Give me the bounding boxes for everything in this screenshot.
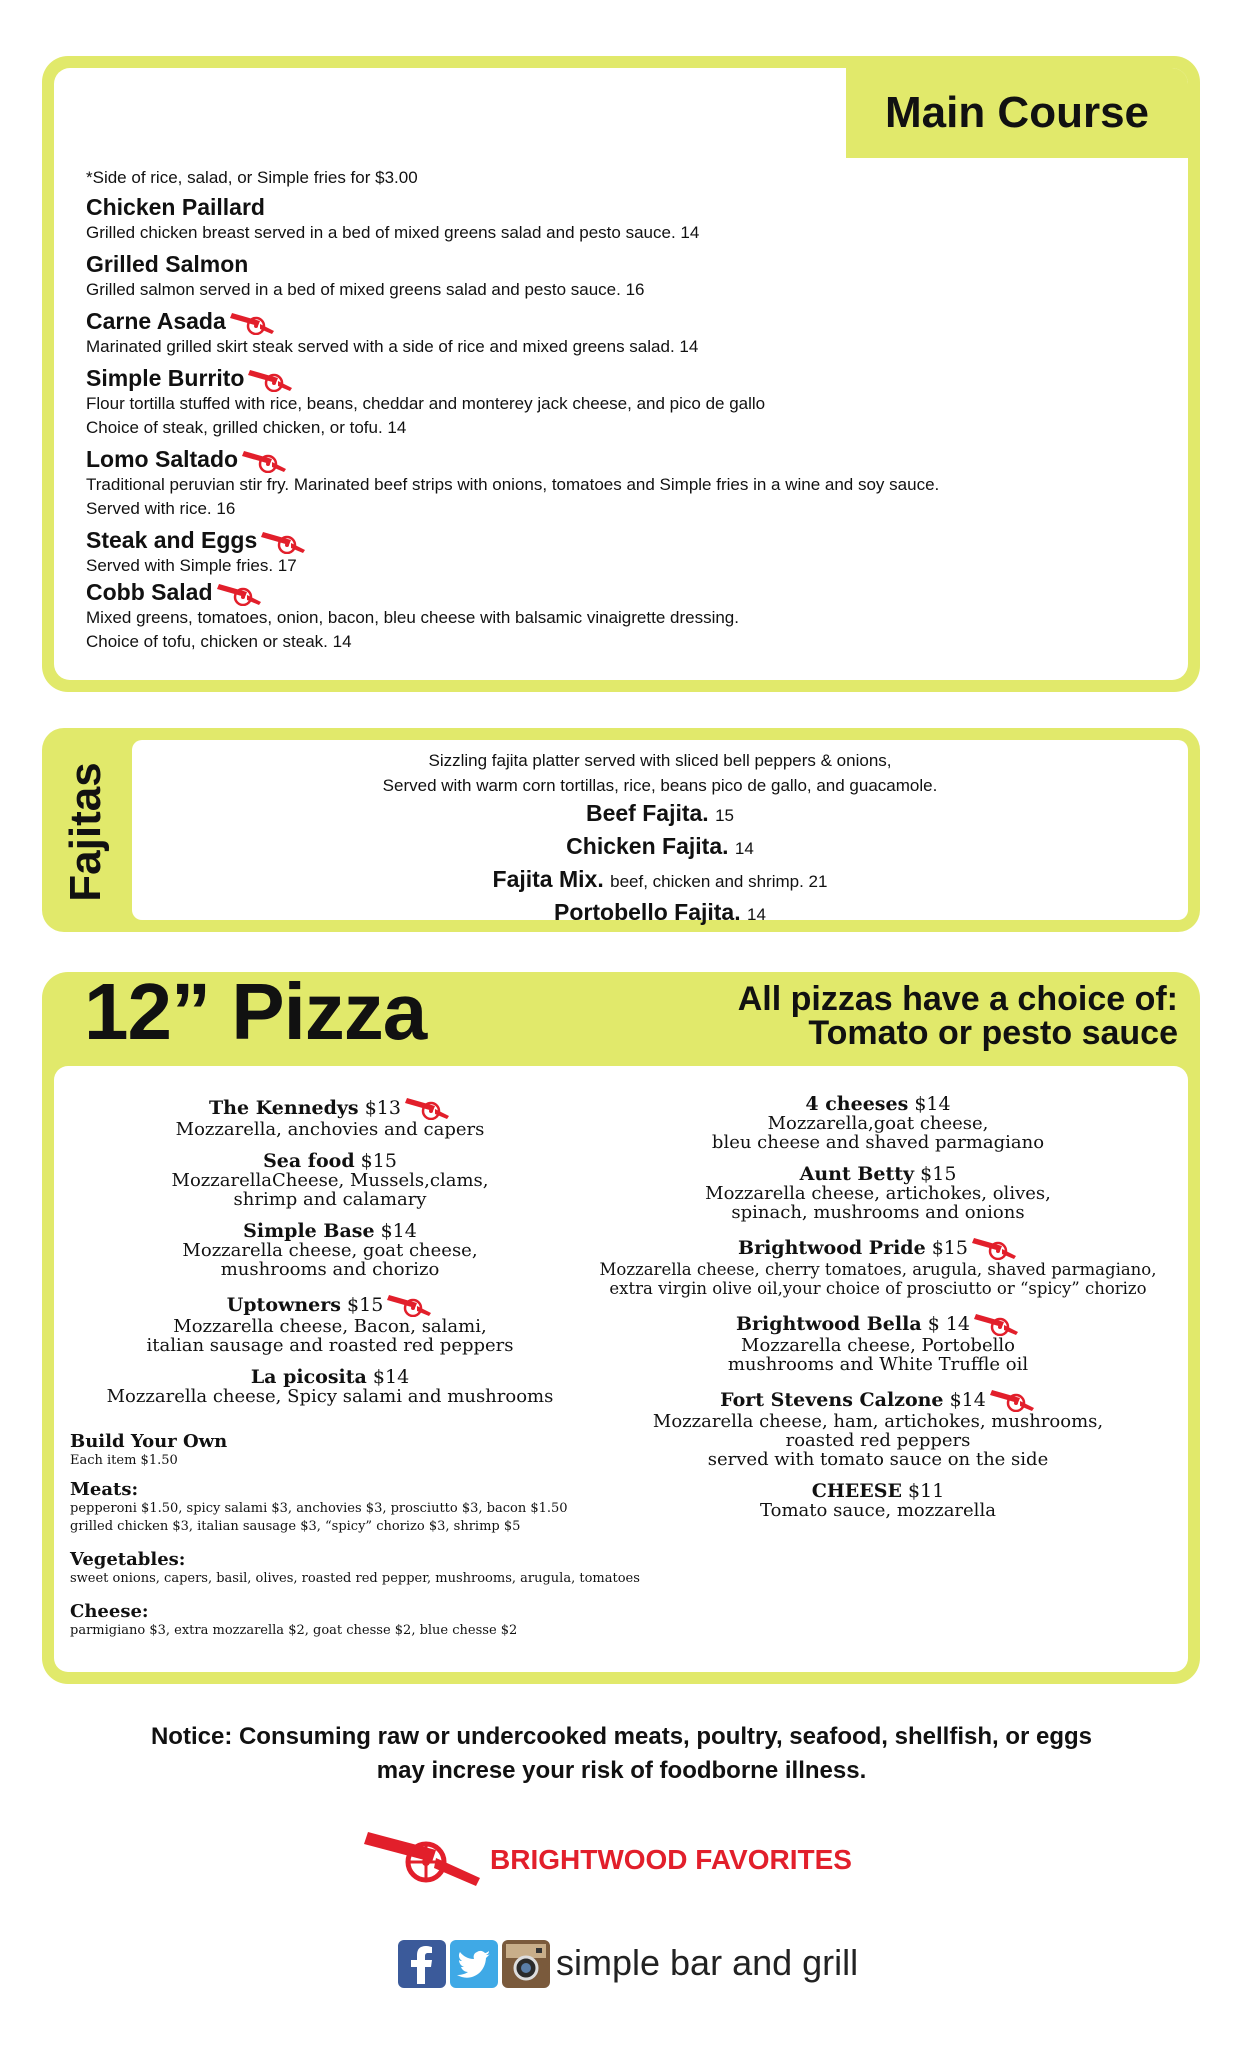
item-price: $13 <box>364 1097 401 1119</box>
build-each-price: Each item $1.50 <box>70 1453 178 1468</box>
main-course-panel <box>42 56 1200 692</box>
item-name: La picosita <box>250 1366 367 1388</box>
item-name: Sea food <box>263 1150 355 1172</box>
pizza-item <box>580 1310 1176 1374</box>
item-price: $14 <box>380 1220 417 1242</box>
pizza-item <box>70 1291 590 1355</box>
pizza-item <box>70 1221 590 1279</box>
fajitas-body <box>132 740 1188 925</box>
sauce-choice-line: Tomato or pesto sauce <box>808 1014 1178 1052</box>
meats-list: pepperoni $1.50, spicy salami $3, anchovies $3, prosciutto $3, bacon $1.50 <box>70 1501 568 1516</box>
item-price: 14 <box>747 905 766 924</box>
notice-line: Notice: Consuming raw or undercooked meats, poultry, seafood, shellfish, or eggs <box>150 1723 1093 1750</box>
pizza-item <box>70 1367 590 1406</box>
item-desc: Mozzarella, anchovies and capers <box>175 1119 485 1140</box>
item-desc: mushrooms and chorizo <box>220 1259 440 1280</box>
section-title: 12” Pizza <box>84 967 427 1056</box>
cannon-icon <box>405 1094 451 1120</box>
fajitas-desc: Served with warm corn tortillas, rice, beans pico de gallo, and guacamole. <box>382 776 938 795</box>
item-desc: Mozzarella cheese, Bacon, salami, <box>173 1316 487 1337</box>
item-name: Simple Base <box>243 1220 375 1242</box>
cannon-icon <box>387 1291 433 1317</box>
side-note: *Side of rice, salad, or Simple fries for $3.00 <box>86 168 418 187</box>
meats-label: Meats: <box>70 1479 139 1500</box>
fajita-item <box>132 831 1188 864</box>
meats-list: grilled chicken $3, italian sausage $3, “spicy” chorizo $3, shrimp $5 <box>70 1519 521 1534</box>
item-price: $11 <box>908 1480 945 1502</box>
twitter-icon[interactable] <box>450 1940 498 1988</box>
menu-item <box>86 364 1166 440</box>
item-name: Cobb Salad <box>86 579 213 605</box>
health-notice <box>0 1720 1243 1788</box>
menu-item <box>86 445 1166 521</box>
item-desc: Grilled chicken breast served in a bed of mixed greens salad and pesto sauce. 14 <box>86 223 700 242</box>
cannon-icon <box>972 1234 1018 1260</box>
item-name: Beef Fajita. <box>585 800 709 826</box>
item-desc: MozzarellaCheese, Mussels,clams, <box>171 1170 489 1191</box>
menu-item <box>86 307 1166 359</box>
item-desc: served with tomato sauce on the side <box>707 1449 1049 1470</box>
item-desc: italian sausage and roasted red peppers <box>146 1335 514 1356</box>
menu-item <box>86 526 1166 578</box>
pizza-column-left <box>70 1094 590 1418</box>
item-desc: Served with rice. 16 <box>86 499 236 518</box>
pizza-item <box>70 1094 590 1139</box>
item-price: $15 <box>360 1150 397 1172</box>
item-name: Fajita Mix. <box>492 866 604 892</box>
menu-item <box>86 250 1166 302</box>
item-name: Fort Stevens Calzone <box>720 1389 944 1411</box>
item-name: Aunt Betty <box>799 1163 915 1185</box>
item-price: beef, chicken and shrimp. 21 <box>610 872 828 891</box>
fajita-item <box>132 897 1188 930</box>
vegetables-label: Vegetables: <box>70 1549 186 1570</box>
cheese-list: parmigiano $3, extra mozzarella $2, goat chesse $2, blue chesse $2 <box>70 1623 518 1638</box>
item-desc: Mozzarella cheese, artichokes, olives, <box>705 1183 1051 1204</box>
item-name: Steak and Eggs <box>86 527 258 553</box>
item-desc: Marinated grilled skirt steak served with a side of rice and mixed greens salad. 14 <box>86 337 699 356</box>
item-name: Simple Burrito <box>86 365 245 391</box>
item-desc: Mozzarella cheese, Spicy salami and mushrooms <box>106 1386 554 1407</box>
cannon-icon <box>974 1310 1020 1336</box>
item-name: Brightwood Bella <box>735 1313 922 1335</box>
main-course-list <box>86 168 1166 654</box>
item-name: Grilled Salmon <box>86 251 249 277</box>
cheese-label: Cheese: <box>70 1601 149 1622</box>
cannon-icon <box>990 1386 1036 1412</box>
item-price: $14 <box>914 1093 951 1115</box>
item-price: 15 <box>715 806 735 825</box>
item-name: CHEESE <box>811 1480 902 1502</box>
item-desc: Flour tortilla stuffed with rice, beans, cheddar and monterey jack cheese, and pico de gallo <box>86 394 766 413</box>
cannon-icon <box>230 309 276 335</box>
item-price: 14 <box>734 839 754 858</box>
facebook-icon[interactable] <box>398 1940 446 1988</box>
cannon-icon <box>261 528 307 554</box>
fajita-item <box>132 864 1188 897</box>
notice-line: may increse your risk of foodborne illness. <box>376 1757 867 1784</box>
item-name: Uptowners <box>226 1294 341 1316</box>
build-your-own <box>70 1432 1130 1640</box>
pizza-item <box>70 1151 590 1209</box>
fajita-item <box>132 798 1188 831</box>
item-name: 4 cheeses <box>805 1093 909 1115</box>
item-desc: Served with Simple fries. 17 <box>86 556 297 575</box>
item-desc: shrimp and calamary <box>233 1189 427 1210</box>
item-name: Carne Asada <box>86 308 226 334</box>
vegetables-list: sweet onions, capers, basil, olives, roasted red pepper, mushrooms, arugula, tomatoes <box>70 1571 640 1586</box>
item-price: $14 <box>372 1366 410 1388</box>
item-name: Chicken Fajita. <box>566 833 729 859</box>
cannon-icon <box>242 447 288 473</box>
menu-item <box>86 578 1166 654</box>
item-desc: Choice of steak, grilled chicken, or tofu. 14 <box>86 418 407 437</box>
item-desc: spinach, mushrooms and onions <box>731 1202 1025 1223</box>
item-desc: Mozzarella cheese, ham, artichokes, mushrooms, <box>652 1411 1104 1432</box>
item-name: Portobello Fajita. <box>554 899 741 925</box>
pizza-item <box>580 1094 1176 1152</box>
fajitas-panel <box>42 728 1200 932</box>
menu-item <box>86 193 1166 245</box>
item-desc: Grilled salmon served in a bed of mixed greens salad and pesto sauce. 16 <box>86 280 645 299</box>
item-desc: roasted red peppers <box>785 1430 971 1451</box>
item-desc: mushrooms and White Truffle oil <box>727 1354 1029 1375</box>
pizza-item <box>580 1234 1176 1298</box>
item-desc: bleu cheese and shaved parmagiano <box>711 1132 1045 1153</box>
main-course-header <box>846 68 1188 158</box>
item-desc: Mozzarella cheese, goat cheese, <box>182 1240 478 1261</box>
cannon-icon <box>217 580 263 606</box>
cannon-icon <box>248 366 294 392</box>
section-title: Main Course <box>884 88 1150 137</box>
item-price: $15 <box>931 1237 968 1259</box>
item-desc: Mixed greens, tomatoes, onion, bacon, bleu cheese with balsamic vinaigrette dressing. <box>86 608 739 627</box>
item-price: $15 <box>347 1294 384 1316</box>
main-course-body <box>54 68 1188 680</box>
brand-name: simple bar and grill <box>556 1942 859 1983</box>
instagram-icon[interactable] <box>502 1940 550 1988</box>
item-desc: Choice of tofu, chicken or steak. 14 <box>86 632 352 651</box>
item-desc: Mozzarella cheese, cherry tomatoes, arugula, shaved parmagiano, <box>599 1260 1157 1279</box>
sauce-choice-line: All pizzas have a choice of: <box>737 980 1178 1018</box>
item-desc: extra virgin olive oil,your choice of prosciutto or “spicy” chorizo <box>609 1279 1147 1298</box>
item-price: $15 <box>920 1163 957 1185</box>
favorites-label: BRIGHTWOOD FAVORITES <box>490 1844 852 1875</box>
pizza-item <box>580 1164 1176 1222</box>
fajitas-desc: Sizzling fajita platter served with sliced bell peppers & onions, <box>428 751 892 770</box>
fajitas-label <box>36 762 136 902</box>
section-title: Fajitas <box>61 762 110 902</box>
item-name: Lomo Saltado <box>86 446 239 472</box>
item-name: Chicken Paillard <box>86 194 265 220</box>
item-desc: Mozzarella,goat cheese, <box>767 1113 989 1134</box>
favorites-legend <box>364 1824 884 1888</box>
item-desc: Mozzarella cheese, Portobello <box>741 1335 1015 1356</box>
item-desc: Tomato sauce, mozzarella <box>760 1500 996 1521</box>
item-name: The Kennedys <box>209 1097 359 1119</box>
item-name: Brightwood Pride <box>738 1237 926 1259</box>
sauce-choice <box>738 982 1178 1050</box>
pizza-panel <box>42 967 1200 1684</box>
item-desc: Traditional peruvian stir fry. Marinated beef strips with onions, tomatoes and Simple fries in a wine and soy sauce. <box>86 475 940 494</box>
cannon-icon <box>364 1824 484 1888</box>
item-price: $ 14 <box>927 1313 971 1335</box>
item-price: $14 <box>949 1389 986 1411</box>
build-title: Build Your Own <box>70 1431 228 1452</box>
